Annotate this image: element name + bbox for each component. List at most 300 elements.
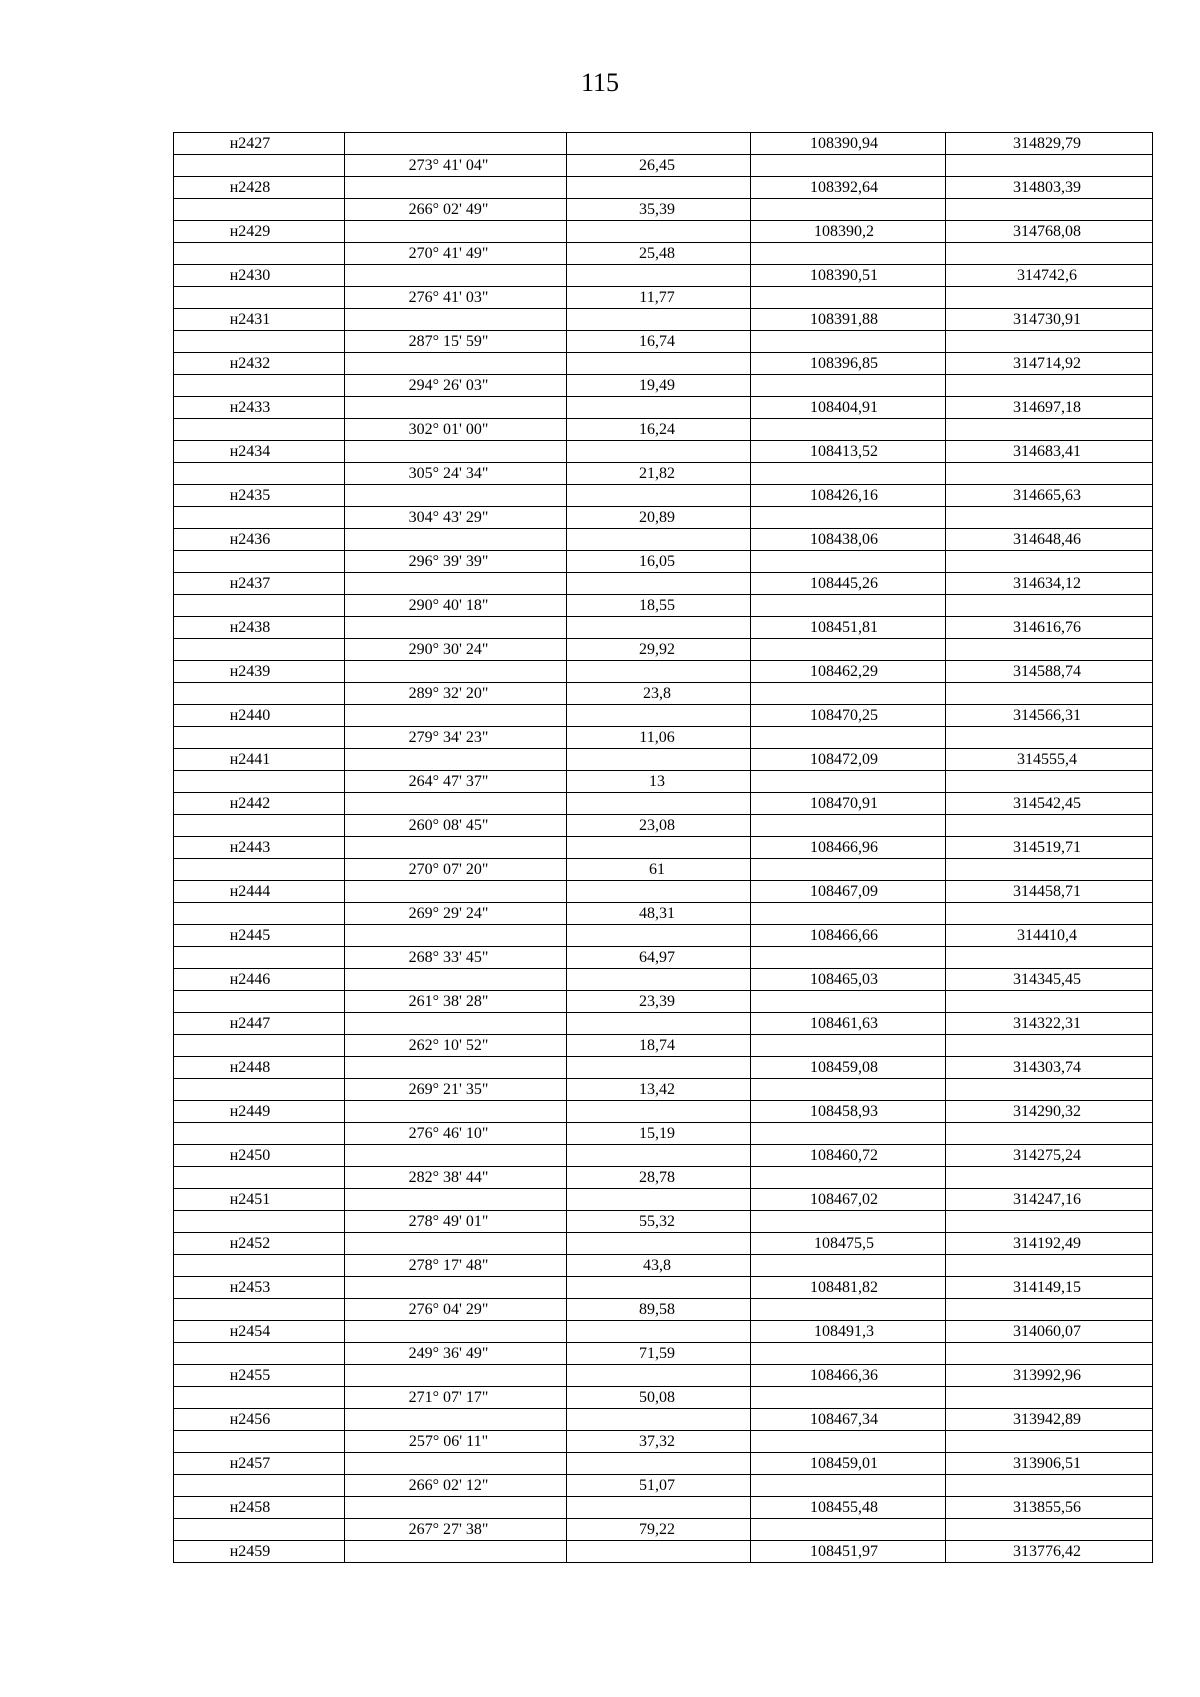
point-name-cell (174, 639, 345, 661)
point-name-cell: н2451 (174, 1189, 345, 1211)
direction-angle-cell: 287° 15' 59" (345, 331, 567, 353)
point-name-cell: н2453 (174, 1277, 345, 1299)
point-name-cell (174, 947, 345, 969)
point-name-cell: н2456 (174, 1409, 345, 1431)
table-row (174, 1189, 1153, 1211)
y-coordinate-cell (946, 375, 1153, 397)
point-name-cell (174, 1123, 345, 1145)
table-row (174, 529, 1153, 551)
x-coordinate-cell: 108466,36 (751, 1365, 946, 1387)
table-row (174, 727, 1153, 749)
direction-angle-cell (345, 1057, 567, 1079)
table-row (174, 1343, 1153, 1365)
point-name-cell: н2431 (174, 309, 345, 331)
direction-angle-cell: 269° 21' 35" (345, 1079, 567, 1101)
y-coordinate-cell: 314149,15 (946, 1277, 1153, 1299)
x-coordinate-cell: 108470,91 (751, 793, 946, 815)
point-name-cell (174, 771, 345, 793)
direction-angle-cell: 269° 29' 24" (345, 903, 567, 925)
distance-cell: 16,74 (567, 331, 751, 353)
table-row (174, 1123, 1153, 1145)
x-coordinate-cell: 108426,16 (751, 485, 946, 507)
x-coordinate-cell: 108461,63 (751, 1013, 946, 1035)
y-coordinate-cell: 314803,39 (946, 177, 1153, 199)
y-coordinate-cell (946, 683, 1153, 705)
distance-cell (567, 881, 751, 903)
y-coordinate-cell (946, 1343, 1153, 1365)
y-coordinate-cell (946, 859, 1153, 881)
y-coordinate-cell (946, 1519, 1153, 1541)
y-coordinate-cell: 313906,51 (946, 1453, 1153, 1475)
point-name-cell: н2449 (174, 1101, 345, 1123)
direction-angle-cell (345, 133, 567, 155)
table-row (174, 1453, 1153, 1475)
direction-angle-cell: 266° 02' 12" (345, 1475, 567, 1497)
point-name-cell: н2436 (174, 529, 345, 551)
x-coordinate-cell (751, 683, 946, 705)
distance-cell (567, 1277, 751, 1299)
y-coordinate-cell: 314192,49 (946, 1233, 1153, 1255)
table-row (174, 1299, 1153, 1321)
x-coordinate-cell (751, 639, 946, 661)
point-name-cell: н2434 (174, 441, 345, 463)
point-name-cell (174, 859, 345, 881)
distance-cell: 23,08 (567, 815, 751, 837)
direction-angle-cell (345, 353, 567, 375)
distance-cell: 20,89 (567, 507, 751, 529)
distance-cell (567, 793, 751, 815)
x-coordinate-cell: 108459,01 (751, 1453, 946, 1475)
direction-angle-cell (345, 1101, 567, 1123)
direction-angle-cell: 278° 17' 48" (345, 1255, 567, 1277)
direction-angle-cell (345, 1497, 567, 1519)
x-coordinate-cell (751, 1167, 946, 1189)
direction-angle-cell: 266° 02' 49" (345, 199, 567, 221)
distance-cell (567, 441, 751, 463)
direction-angle-cell: 262° 10' 52" (345, 1035, 567, 1057)
point-name-cell (174, 419, 345, 441)
table-row (174, 1431, 1153, 1453)
point-name-cell (174, 1255, 345, 1277)
x-coordinate-cell: 108451,97 (751, 1541, 946, 1563)
x-coordinate-cell (751, 1123, 946, 1145)
point-name-cell (174, 287, 345, 309)
table-row (174, 133, 1153, 155)
table-row (174, 617, 1153, 639)
point-name-cell (174, 683, 345, 705)
point-name-cell: н2433 (174, 397, 345, 419)
table-row (174, 815, 1153, 837)
distance-cell: 21,82 (567, 463, 751, 485)
y-coordinate-cell (946, 771, 1153, 793)
direction-angle-cell: 296° 39' 39" (345, 551, 567, 573)
y-coordinate-cell (946, 1299, 1153, 1321)
x-coordinate-cell: 108390,51 (751, 265, 946, 287)
x-coordinate-cell (751, 375, 946, 397)
x-coordinate-cell (751, 419, 946, 441)
point-name-cell (174, 595, 345, 617)
direction-angle-cell: 249° 36' 49" (345, 1343, 567, 1365)
y-coordinate-cell (946, 947, 1153, 969)
x-coordinate-cell: 108466,96 (751, 837, 946, 859)
table-row (174, 1365, 1153, 1387)
table-row (174, 1167, 1153, 1189)
distance-cell: 18,55 (567, 595, 751, 617)
x-coordinate-cell: 108413,52 (751, 441, 946, 463)
direction-angle-cell: 261° 38' 28" (345, 991, 567, 1013)
x-coordinate-cell: 108491,3 (751, 1321, 946, 1343)
y-coordinate-cell (946, 155, 1153, 177)
distance-cell (567, 1321, 751, 1343)
y-coordinate-cell: 314665,63 (946, 485, 1153, 507)
page-number: 115 (580, 68, 620, 97)
direction-angle-cell: 257° 06' 11" (345, 1431, 567, 1453)
point-name-cell (174, 1431, 345, 1453)
direction-angle-cell (345, 265, 567, 287)
y-coordinate-cell: 314345,45 (946, 969, 1153, 991)
distance-cell (567, 353, 751, 375)
x-coordinate-cell (751, 947, 946, 969)
distance-cell: 35,39 (567, 199, 751, 221)
direction-angle-cell: 290° 30' 24" (345, 639, 567, 661)
table-row (174, 1255, 1153, 1277)
y-coordinate-cell: 314290,32 (946, 1101, 1153, 1123)
direction-angle-cell: 273° 41' 04" (345, 155, 567, 177)
direction-angle-cell (345, 1541, 567, 1563)
x-coordinate-cell (751, 815, 946, 837)
direction-angle-cell (345, 925, 567, 947)
y-coordinate-cell (946, 1123, 1153, 1145)
distance-cell: 13 (567, 771, 751, 793)
y-coordinate-cell: 314275,24 (946, 1145, 1153, 1167)
direction-angle-cell: 289° 32' 20" (345, 683, 567, 705)
table-row (174, 309, 1153, 331)
point-name-cell (174, 375, 345, 397)
table-row (174, 375, 1153, 397)
point-name-cell: н2446 (174, 969, 345, 991)
y-coordinate-cell: 314322,31 (946, 1013, 1153, 1035)
table-row (174, 155, 1153, 177)
direction-angle-cell (345, 1321, 567, 1343)
point-name-cell: н2448 (174, 1057, 345, 1079)
point-name-cell: н2428 (174, 177, 345, 199)
x-coordinate-cell (751, 1343, 946, 1365)
table-row (174, 1277, 1153, 1299)
y-coordinate-cell: 314060,07 (946, 1321, 1153, 1343)
table-row (174, 199, 1153, 221)
distance-cell: 71,59 (567, 1343, 751, 1365)
y-coordinate-cell: 314566,31 (946, 705, 1153, 727)
direction-angle-cell (345, 705, 567, 727)
x-coordinate-cell (751, 155, 946, 177)
x-coordinate-cell (751, 287, 946, 309)
distance-cell (567, 837, 751, 859)
distance-cell: 19,49 (567, 375, 751, 397)
x-coordinate-cell: 108445,26 (751, 573, 946, 595)
direction-angle-cell: 271° 07' 17" (345, 1387, 567, 1409)
y-coordinate-cell: 314683,41 (946, 441, 1153, 463)
direction-angle-cell: 268° 33' 45" (345, 947, 567, 969)
x-coordinate-cell (751, 771, 946, 793)
direction-angle-cell (345, 1145, 567, 1167)
point-name-cell (174, 1519, 345, 1541)
distance-cell (567, 529, 751, 551)
y-coordinate-cell: 314648,46 (946, 529, 1153, 551)
x-coordinate-cell: 108467,02 (751, 1189, 946, 1211)
table-row (174, 1057, 1153, 1079)
x-coordinate-cell: 108391,88 (751, 309, 946, 331)
direction-angle-cell: 276° 46' 10" (345, 1123, 567, 1145)
distance-cell: 23,8 (567, 683, 751, 705)
direction-angle-cell: 276° 41' 03" (345, 287, 567, 309)
x-coordinate-cell: 108458,93 (751, 1101, 946, 1123)
point-name-cell: н2458 (174, 1497, 345, 1519)
x-coordinate-cell: 108451,81 (751, 617, 946, 639)
coordinates-table (173, 132, 1153, 1563)
y-coordinate-cell: 314588,74 (946, 661, 1153, 683)
point-name-cell: н2445 (174, 925, 345, 947)
x-coordinate-cell: 108475,5 (751, 1233, 946, 1255)
point-name-cell: н2430 (174, 265, 345, 287)
distance-cell (567, 1189, 751, 1211)
table-row (174, 661, 1153, 683)
y-coordinate-cell (946, 507, 1153, 529)
distance-cell: 16,24 (567, 419, 751, 441)
point-name-cell: н2438 (174, 617, 345, 639)
direction-angle-cell (345, 793, 567, 815)
y-coordinate-cell: 313855,56 (946, 1497, 1153, 1519)
direction-angle-cell: 278° 49' 01" (345, 1211, 567, 1233)
direction-angle-cell (345, 1013, 567, 1035)
point-name-cell (174, 1387, 345, 1409)
x-coordinate-cell: 108390,2 (751, 221, 946, 243)
distance-cell (567, 617, 751, 639)
table-row (174, 287, 1153, 309)
distance-cell (567, 1541, 751, 1563)
distance-cell: 61 (567, 859, 751, 881)
table-row (174, 1475, 1153, 1497)
y-coordinate-cell (946, 1255, 1153, 1277)
x-coordinate-cell: 108455,48 (751, 1497, 946, 1519)
table-row (174, 947, 1153, 969)
x-coordinate-cell (751, 507, 946, 529)
x-coordinate-cell (751, 1519, 946, 1541)
direction-angle-cell: 304° 43' 29" (345, 507, 567, 529)
distance-cell (567, 309, 751, 331)
point-name-cell (174, 1079, 345, 1101)
direction-angle-cell (345, 485, 567, 507)
point-name-cell (174, 1299, 345, 1321)
y-coordinate-cell: 314555,4 (946, 749, 1153, 771)
direction-angle-cell (345, 1409, 567, 1431)
table-row (174, 705, 1153, 727)
distance-cell (567, 573, 751, 595)
direction-angle-cell (345, 969, 567, 991)
y-coordinate-cell (946, 331, 1153, 353)
direction-angle-cell: 260° 08' 45" (345, 815, 567, 837)
table-row (174, 639, 1153, 661)
table-row (174, 1409, 1153, 1431)
direction-angle-cell (345, 749, 567, 771)
point-name-cell: н2443 (174, 837, 345, 859)
distance-cell: 89,58 (567, 1299, 751, 1321)
table-row (174, 1233, 1153, 1255)
y-coordinate-cell (946, 727, 1153, 749)
y-coordinate-cell: 314410,4 (946, 925, 1153, 947)
y-coordinate-cell (946, 991, 1153, 1013)
direction-angle-cell: 264° 47' 37" (345, 771, 567, 793)
distance-cell: 51,07 (567, 1475, 751, 1497)
distance-cell (567, 265, 751, 287)
distance-cell (567, 1101, 751, 1123)
x-coordinate-cell (751, 1387, 946, 1409)
direction-angle-cell (345, 397, 567, 419)
direction-angle-cell (345, 309, 567, 331)
x-coordinate-cell (751, 903, 946, 925)
x-coordinate-cell (751, 727, 946, 749)
distance-cell (567, 661, 751, 683)
y-coordinate-cell: 314768,08 (946, 221, 1153, 243)
point-name-cell: н2447 (174, 1013, 345, 1035)
y-coordinate-cell (946, 595, 1153, 617)
table-row (174, 397, 1153, 419)
point-name-cell: н2457 (174, 1453, 345, 1475)
direction-angle-cell: 290° 40' 18" (345, 595, 567, 617)
x-coordinate-cell: 108462,29 (751, 661, 946, 683)
table-row (174, 507, 1153, 529)
distance-cell: 64,97 (567, 947, 751, 969)
direction-angle-cell (345, 1365, 567, 1387)
y-coordinate-cell (946, 1387, 1153, 1409)
point-name-cell (174, 463, 345, 485)
y-coordinate-cell: 314616,76 (946, 617, 1153, 639)
point-name-cell: н2432 (174, 353, 345, 375)
x-coordinate-cell: 108481,82 (751, 1277, 946, 1299)
y-coordinate-cell: 314829,79 (946, 133, 1153, 155)
x-coordinate-cell (751, 595, 946, 617)
distance-cell: 23,39 (567, 991, 751, 1013)
distance-cell (567, 397, 751, 419)
point-name-cell (174, 243, 345, 265)
x-coordinate-cell (751, 1079, 946, 1101)
table-row (174, 419, 1153, 441)
x-coordinate-cell (751, 463, 946, 485)
point-name-cell (174, 1343, 345, 1365)
table-row (174, 1321, 1153, 1343)
y-coordinate-cell (946, 815, 1153, 837)
x-coordinate-cell (751, 859, 946, 881)
direction-angle-cell: 276° 04' 29" (345, 1299, 567, 1321)
table-row (174, 177, 1153, 199)
direction-angle-cell: 305° 24' 34" (345, 463, 567, 485)
distance-cell (567, 1497, 751, 1519)
x-coordinate-cell (751, 1475, 946, 1497)
direction-angle-cell (345, 661, 567, 683)
y-coordinate-cell (946, 1475, 1153, 1497)
direction-angle-cell (345, 221, 567, 243)
x-coordinate-cell: 108404,91 (751, 397, 946, 419)
direction-angle-cell (345, 837, 567, 859)
y-coordinate-cell: 314542,45 (946, 793, 1153, 815)
x-coordinate-cell (751, 331, 946, 353)
table-row (174, 485, 1153, 507)
x-coordinate-cell (751, 1431, 946, 1453)
x-coordinate-cell: 108470,25 (751, 705, 946, 727)
table-row (174, 551, 1153, 573)
point-name-cell: н2444 (174, 881, 345, 903)
distance-cell: 26,45 (567, 155, 751, 177)
distance-cell (567, 1453, 751, 1475)
distance-cell (567, 133, 751, 155)
direction-angle-cell (345, 1277, 567, 1299)
table-row (174, 1519, 1153, 1541)
distance-cell: 13,42 (567, 1079, 751, 1101)
point-name-cell: н2435 (174, 485, 345, 507)
distance-cell: 16,05 (567, 551, 751, 573)
direction-angle-cell: 302° 01' 00" (345, 419, 567, 441)
y-coordinate-cell (946, 199, 1153, 221)
distance-cell (567, 221, 751, 243)
direction-angle-cell (345, 177, 567, 199)
direction-angle-cell (345, 1453, 567, 1475)
distance-cell (567, 1013, 751, 1035)
table-row (174, 573, 1153, 595)
distance-cell (567, 1365, 751, 1387)
x-coordinate-cell (751, 1255, 946, 1277)
y-coordinate-cell (946, 639, 1153, 661)
y-coordinate-cell (946, 463, 1153, 485)
point-name-cell: н2442 (174, 793, 345, 815)
point-name-cell: н2450 (174, 1145, 345, 1167)
point-name-cell: н2429 (174, 221, 345, 243)
point-name-cell: н2452 (174, 1233, 345, 1255)
x-coordinate-cell: 108466,66 (751, 925, 946, 947)
distance-cell: 79,22 (567, 1519, 751, 1541)
x-coordinate-cell (751, 1299, 946, 1321)
distance-cell (567, 925, 751, 947)
y-coordinate-cell (946, 1079, 1153, 1101)
x-coordinate-cell (751, 243, 946, 265)
distance-cell (567, 1233, 751, 1255)
x-coordinate-cell: 108392,64 (751, 177, 946, 199)
point-name-cell (174, 1475, 345, 1497)
direction-angle-cell: 270° 41' 49" (345, 243, 567, 265)
table-row (174, 1541, 1153, 1563)
table-row (174, 859, 1153, 881)
distance-cell (567, 1409, 751, 1431)
point-name-cell (174, 1211, 345, 1233)
x-coordinate-cell: 108467,09 (751, 881, 946, 903)
table-row (174, 221, 1153, 243)
x-coordinate-cell: 108390,94 (751, 133, 946, 155)
direction-angle-cell: 294° 26' 03" (345, 375, 567, 397)
distance-cell: 11,06 (567, 727, 751, 749)
y-coordinate-cell (946, 1167, 1153, 1189)
x-coordinate-cell (751, 551, 946, 573)
x-coordinate-cell: 108459,08 (751, 1057, 946, 1079)
distance-cell (567, 1145, 751, 1167)
point-name-cell (174, 199, 345, 221)
direction-angle-cell (345, 573, 567, 595)
y-coordinate-cell: 313776,42 (946, 1541, 1153, 1563)
distance-cell: 48,31 (567, 903, 751, 925)
x-coordinate-cell: 108396,85 (751, 353, 946, 375)
point-name-cell: н2427 (174, 133, 345, 155)
distance-cell (567, 705, 751, 727)
point-name-cell: н2440 (174, 705, 345, 727)
point-name-cell (174, 155, 345, 177)
distance-cell: 55,32 (567, 1211, 751, 1233)
